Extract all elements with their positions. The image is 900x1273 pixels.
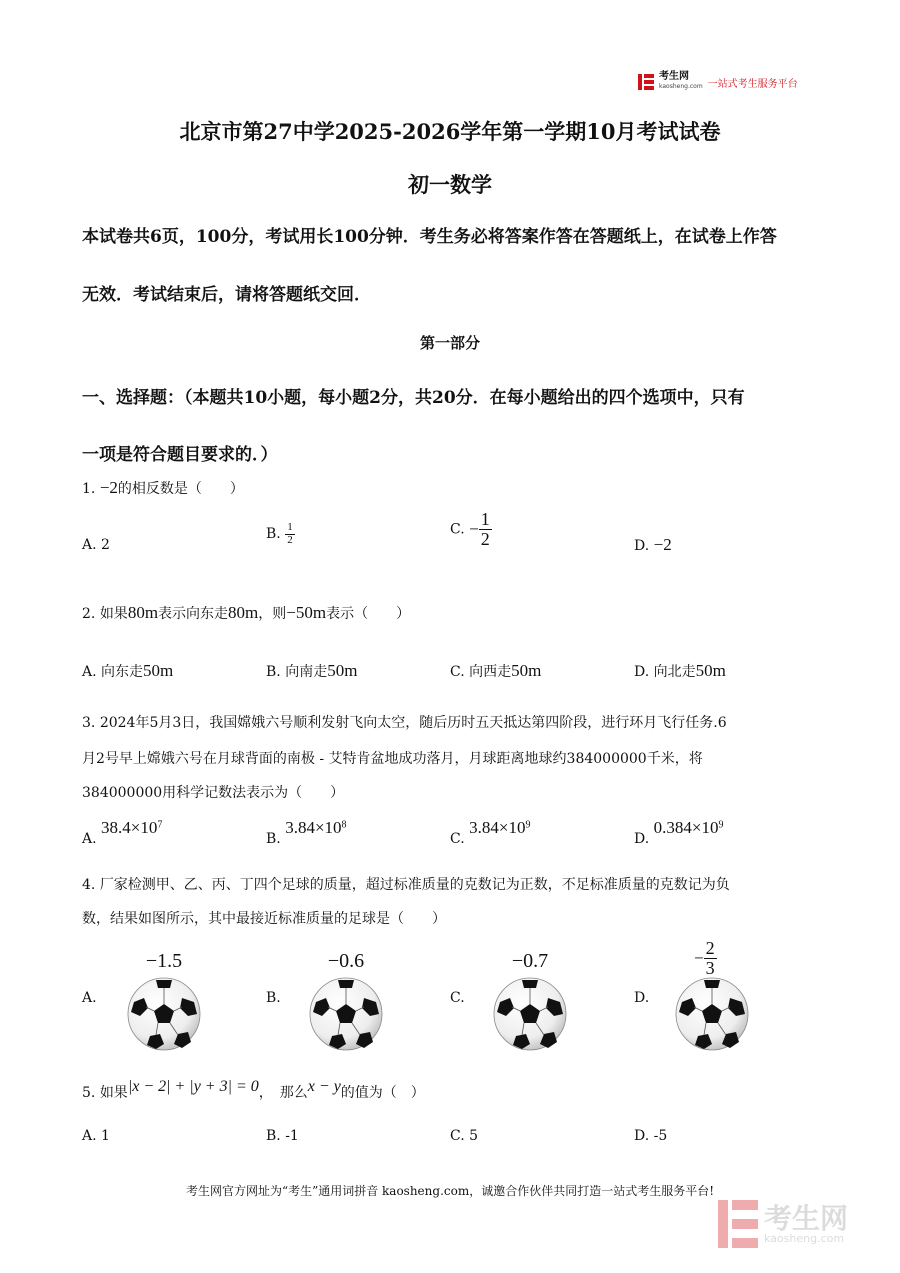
q2-option-a[interactable] xyxy=(82,661,173,681)
question-3-line-3: 384000000用科学记数法表示为（ ） xyxy=(82,785,345,801)
option-exponent: 7 xyxy=(157,819,163,831)
q3-option-d[interactable] xyxy=(634,818,724,847)
option-exponent: 9 xyxy=(525,819,531,831)
q3-option-c[interactable] xyxy=(450,818,531,847)
ball-mass-value: −0.7 xyxy=(511,950,549,972)
question-text: 如果 xyxy=(99,1085,128,1101)
option-text: 向西走 xyxy=(469,664,512,680)
question-text: 表示向东走 xyxy=(158,606,229,622)
option-value: 2 xyxy=(101,537,110,553)
option-value: 50m xyxy=(327,661,358,680)
math-expression: x − y xyxy=(307,1078,341,1095)
watermark-text: 考生网 xyxy=(764,1201,849,1235)
option-text: 向南走 xyxy=(285,664,328,680)
question-number: 1. xyxy=(82,481,96,497)
option-label: C. xyxy=(450,1128,465,1144)
minus-sign: − xyxy=(694,948,704,968)
option-label: A. xyxy=(82,664,97,680)
option-label: D. xyxy=(634,1128,650,1144)
q4-option-d-label[interactable]: D. xyxy=(634,990,650,1006)
watermark xyxy=(718,1200,848,1248)
ball-mass-value: −0.6 xyxy=(327,950,365,972)
q1-option-a[interactable] xyxy=(82,537,110,553)
soccer-ball-icon xyxy=(308,976,384,1052)
notice-line-1: 本试卷共6页，100分，考试用长100分钟．考生务必将答案作答在答题纸上，在试卷上作答 xyxy=(82,227,777,247)
watermark-domain: kaosheng.com xyxy=(764,1231,845,1245)
option-label: D. xyxy=(634,664,650,680)
option-base: 38.4×10 xyxy=(101,818,158,837)
question-text: 2024年5月3日，我国嫦娥六号顺利发射飞向太空，随后历时五天抵达第四阶段，进行环月飞行任务.6 xyxy=(99,715,727,731)
exam-subtitle: 初一数学 xyxy=(408,172,492,197)
q2-option-c[interactable] xyxy=(450,661,541,681)
option-label: C. xyxy=(450,831,465,847)
option-label: A. xyxy=(82,1128,97,1144)
q5-option-c[interactable] xyxy=(450,1128,478,1144)
question-number: 4. xyxy=(82,877,96,893)
brand-slogan: 一站式考生服务平台 xyxy=(707,78,798,90)
q4-option-a[interactable] xyxy=(124,946,204,1056)
question-3-line-2: 月2号早上嫦娥六号在月球背面的南极 - 艾特肯盆地成功落月，月球距离地球约384000000千米，将 xyxy=(82,751,703,767)
option-value: 1 xyxy=(101,1128,110,1144)
fraction-numerator: 2 xyxy=(705,938,715,958)
option-label: B. xyxy=(266,664,281,680)
math-expression: |x − 2| + |y + 3| = 0 xyxy=(127,1078,259,1095)
q3-option-b[interactable] xyxy=(266,818,347,847)
option-label: B. xyxy=(266,831,281,847)
option-text: 向北走 xyxy=(653,664,696,680)
fraction-numerator: 1 xyxy=(287,521,293,533)
option-label: B. xyxy=(266,526,281,543)
fraction xyxy=(704,939,717,978)
q4-option-d-value xyxy=(694,939,717,978)
option-label: C. xyxy=(450,664,465,680)
option-exponent: 8 xyxy=(341,819,347,831)
option-label: D. xyxy=(634,831,650,847)
option-label: C. xyxy=(450,521,465,538)
question-text: 表示（ ） xyxy=(326,606,411,622)
question-number: 3. xyxy=(82,715,96,731)
q4-option-c-label[interactable]: C. xyxy=(450,990,465,1006)
question-number: 2. xyxy=(82,606,96,622)
option-value: -5 xyxy=(653,1128,668,1144)
brand-domain: kaosheng.com xyxy=(659,83,703,90)
q4-option-a-label[interactable]: A. xyxy=(82,990,97,1006)
q5-option-b[interactable] xyxy=(266,1128,299,1144)
question-text: ， 那么 xyxy=(258,1085,308,1101)
question-3-line-1 xyxy=(82,712,727,732)
option-value: 50m xyxy=(695,661,726,680)
fraction-denominator: 2 xyxy=(480,528,490,549)
brand-text: 考生网 xyxy=(659,71,689,82)
option-text: 向东走 xyxy=(101,664,144,680)
kaosheng-logo-icon xyxy=(638,74,654,90)
question-number: 5. xyxy=(82,1085,96,1101)
option-value: 50m xyxy=(511,661,542,680)
q4-option-b[interactable] xyxy=(306,946,386,1056)
exam-title: 北京市第27中学2025-2026学年第一学期10月考试试卷 xyxy=(179,119,721,144)
header-logo[interactable] xyxy=(638,72,798,92)
q2-option-b[interactable] xyxy=(266,661,357,681)
question-text: ，则 xyxy=(258,606,287,622)
part-heading: 第一部分 xyxy=(419,334,480,352)
option-label: A. xyxy=(82,831,97,847)
soccer-ball-icon xyxy=(674,976,750,1052)
q1-option-d[interactable] xyxy=(634,535,672,555)
kaosheng-watermark-icon xyxy=(718,1200,758,1248)
question-text: 如果 xyxy=(99,606,128,622)
q4-option-c[interactable] xyxy=(490,946,570,1056)
math-expression: 80m xyxy=(127,603,159,622)
question-text: 的相反数是（ ） xyxy=(117,481,244,497)
question-2 xyxy=(82,603,410,623)
option-exponent: 9 xyxy=(718,819,724,831)
option-label: A. xyxy=(82,537,97,553)
fraction-numerator: 1 xyxy=(480,509,490,529)
q1-option-b[interactable] xyxy=(266,522,295,546)
q2-option-d[interactable] xyxy=(634,661,726,681)
section-heading-line-2: 一项是符合题目要求的．） xyxy=(82,445,278,465)
question-text: 厂家检测甲、乙、丙、丁四个足球的质量，超过标准质量的克数记为正数，不足标准质量的克数记为负 xyxy=(99,877,730,893)
section-heading-line-1: 一、选择题：（本题共10小题，每小题2分，共20分．在每小题给出的四个选项中，只有 xyxy=(82,388,745,408)
brand-name xyxy=(659,72,703,92)
option-value: -1 xyxy=(285,1128,299,1144)
ball-mass-value: −1.5 xyxy=(145,950,183,972)
option-base: 0.384×10 xyxy=(653,818,719,837)
soccer-ball-icon xyxy=(126,976,202,1052)
q1-option-c[interactable] xyxy=(450,510,492,549)
page-footer: 考生网官方网址为“考生”通用词拼音 kaosheng.com，诚邀合作伙伴共同打造一站式考生服务平台! xyxy=(185,1184,715,1198)
question-4-line-2: 数，结果如图所示，其中最接近标准质量的足球是（ ） xyxy=(82,911,446,927)
q5-option-a[interactable] xyxy=(82,1128,110,1144)
math-expression: −2 xyxy=(99,478,118,497)
math-expression: −50m xyxy=(286,603,327,622)
option-value: 5 xyxy=(469,1128,479,1144)
fraction xyxy=(285,522,295,546)
soccer-ball-icon xyxy=(492,976,568,1052)
option-value: −2 xyxy=(653,535,672,554)
minus-sign: − xyxy=(469,519,479,539)
option-label: D. xyxy=(634,538,650,554)
option-base: 3.84×10 xyxy=(285,818,342,837)
fraction xyxy=(479,510,492,549)
q5-option-d[interactable] xyxy=(634,1128,667,1144)
option-label: B. xyxy=(266,1128,281,1144)
question-text: 的值为（ ） xyxy=(340,1085,425,1101)
option-value: 50m xyxy=(143,661,174,680)
question-5 xyxy=(82,1078,425,1102)
question-1 xyxy=(82,478,244,498)
question-4-line-1 xyxy=(82,874,730,894)
notice-line-2: 无效．考试结束后，请将答题纸交回． xyxy=(82,285,371,305)
fraction-denominator: 2 xyxy=(287,533,293,546)
q4-option-b-label[interactable]: B. xyxy=(266,990,281,1006)
fraction-denominator: 3 xyxy=(705,957,715,978)
option-base: 3.84×10 xyxy=(469,818,526,837)
math-expression: 80m xyxy=(228,603,259,622)
q3-option-a[interactable] xyxy=(82,818,163,847)
